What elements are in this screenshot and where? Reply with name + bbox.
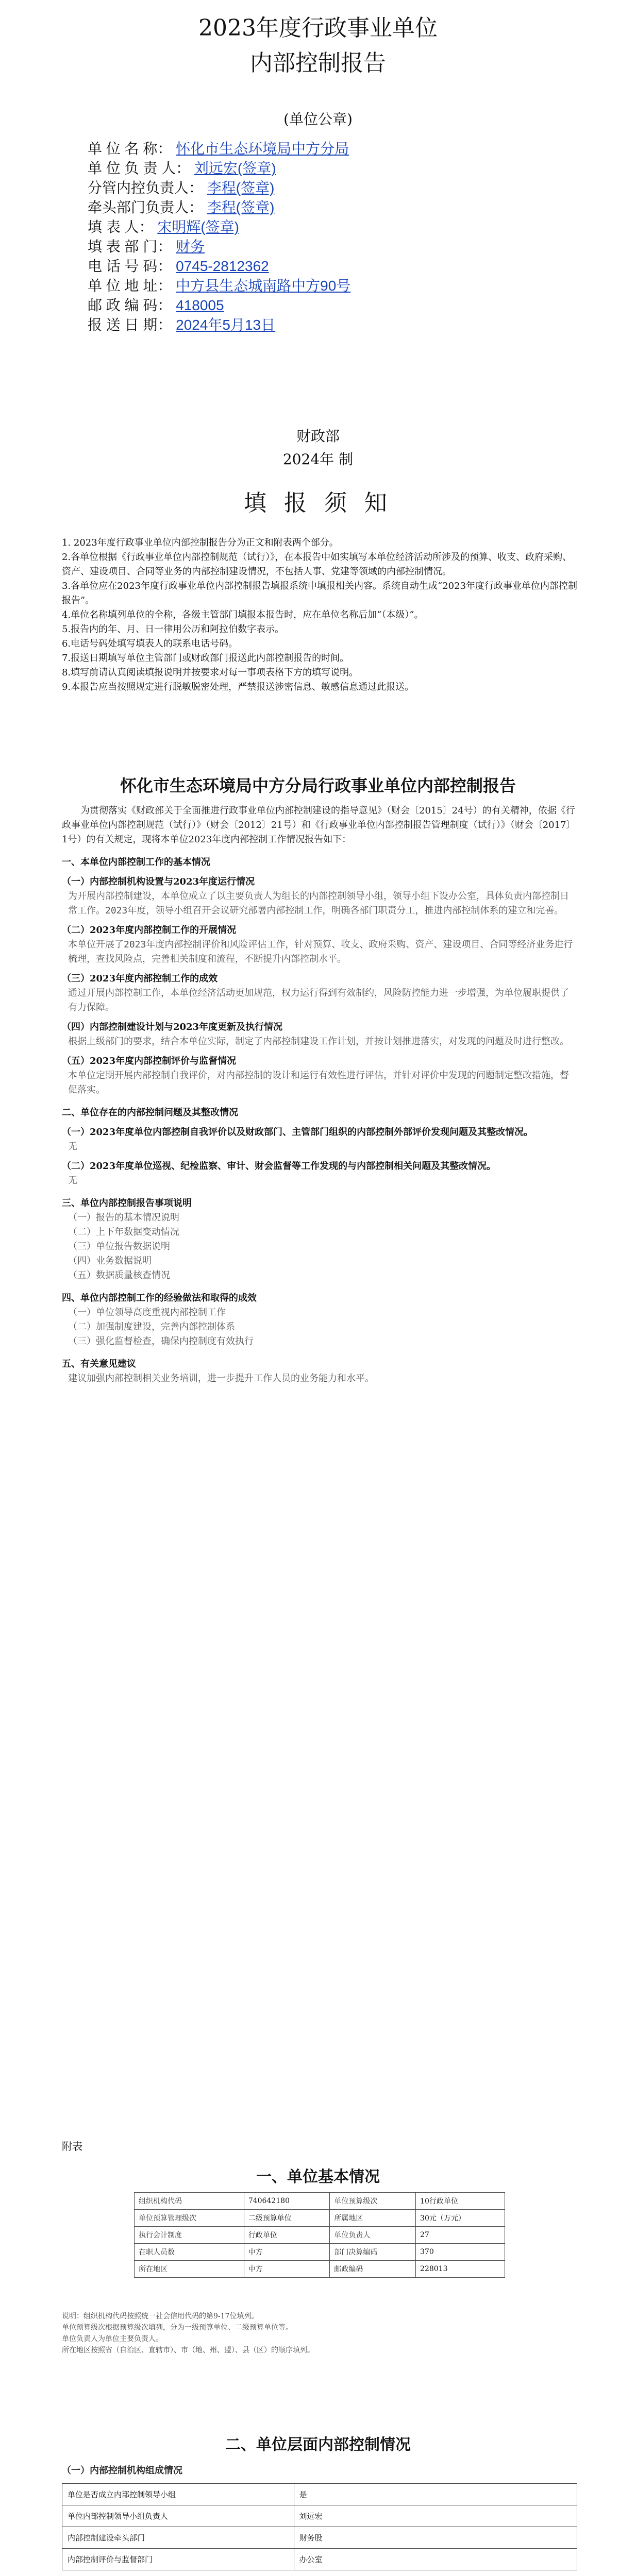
report-subheading: （四）内部控制建设计划与2023年度更新及执行情况 [62,1022,283,1032]
report-subheading: （五）2023年度内部控制评价与监督情况 [62,1056,237,1066]
report-section-heading: 三、单位内部控制报告事项说明 [62,1198,192,1209]
notice-item: 3.各单位应在2023年度行政事业单位内部控制报告填报系统中填报相关内容。系统自动生成“2023年度行政事业单位内部控制报告”。 [62,581,577,606]
table-cell: 内部控制建设牵头部门 [62,2527,294,2549]
basic-note: 单位负责人为单位主要负责人。 [62,2335,163,2343]
cover-field-label: 填 表 部 门： [88,239,172,255]
year-title: 2023年度行政事业单位 [198,15,438,41]
cover-field-label: 单 位 地 址： [88,278,172,294]
report-section-heading: 五、有关意见建议 [62,1359,136,1369]
report-subheading: （一）内部控制机构设置与2023年度运行情况 [62,876,255,887]
table-cell: 刘远宏 [294,2505,577,2527]
basic-notes [62,2311,577,2356]
report-subheading: （二）2023年度单位巡视、纪检监察、审计、财会监督等工作发现的与内部控制相关问题及其整改情况。 [62,1161,496,1172]
table-cell: 在职人员数 [135,2244,244,2261]
report-subheading: （一）2023年度单位内部控制自我评价以及财政部门、主管部门组织的内部控制外部评价发现问题及其整改情况。 [62,1127,533,1138]
table-cell: 中方 [244,2244,330,2261]
ministry-year: 2024年 制 [282,451,354,468]
table-cell: 27 [416,2227,505,2244]
cover-fields [88,139,500,335]
cover-field [88,296,500,315]
table-cell: 370 [416,2244,505,2261]
report-paragraph: 本单位开展了2023年度内部控制评价和风险评估工作，针对预算、收支、政府采购、资产、建设项目、合同等经济业务进行梳理，查找风险点，完善相关制度和流程，不断提升内部控制水平。 [68,939,573,964]
table-cell: 部门决算编码 [330,2244,416,2261]
table-cell: 办公室 [294,2549,577,2570]
table-row [135,2210,505,2227]
table-cell: 行政单位 [244,2227,330,2244]
cover-field-label: 报 送 日 期： [88,317,172,333]
basic-note: 说明：组织机构代码按照统一社会信用代码的第9-17位填列。 [62,2312,259,2320]
table-cell: 单位预算级次 [330,2193,416,2210]
appendix-label: 附表 [62,2140,82,2153]
report-paragraph: 建议加强内部控制相关业务培训，进一步提升工作人员的业务能力和水平。 [68,1373,374,1384]
table-cell: 组织机构代码 [135,2193,244,2210]
table-cell: 执行会计制度 [135,2227,244,2244]
report-intro: 为贯彻落实《财政部关于全面推进行政事业单位内部控制建设的指导意见》（财会〔2015〕24号）的有关精神，依据《行政事业单位内部控制规范（试行）》（财会〔2012〕21号）和《行政事业单位内部控制报告管理制度（试行）》（财会〔2017〕1号）的有关规定，现将本单位2023年度内部控制工作情况报告如下： [62,805,576,845]
cover-field [88,159,500,178]
cover-field-label: 填 表 人： [88,219,154,235]
cover-field-value: 2024年5月13日 [176,317,276,333]
basic-note: 单位预算级次根据预算级次填列，分为一级预算单位、二级预算单位等。 [62,2324,293,2332]
cover-field-label: 分管内控负责人： [88,180,204,196]
notice-item: 7.报送日期填写单位主管部门或财政部门报送此内部控制报告的时间。 [62,653,349,664]
report-section-heading: 二、单位存在的内部控制问题及其整改情况 [62,1107,238,1118]
report-subheading: （二）2023年度内部控制工作的开展情况 [62,925,237,936]
sub1-table [62,2483,577,2570]
cover-field-value: 刘远宏(签章) [194,160,276,176]
notice-item: 6.电话号码处填写填表人的联系电话号码。 [62,638,238,649]
notice-item: 9.本报告应当按照规定进行脱敏脱密处理，严禁报送涉密信息、敏感信息通过此报送。 [62,682,414,692]
report-subheading: （三）2023年度内部控制工作的成效 [62,973,218,984]
cover-field [88,237,500,257]
basic-info-title: 一、单位基本情况 [256,2168,380,2186]
table-cell: 单位负责人 [330,2227,416,2244]
notice-item: 4.单位名称填列单位的全称，各级主管部门填报本报告时，应在单位名称后加“（本级）”。 [62,609,424,620]
report-paragraph: 通过开展内部控制工作，本单位经济活动更加规范，权力运行得到有效制约，风险防控能力进一步增强，为单位履职提供了有力保障。 [68,988,569,1013]
cover-field [88,139,500,159]
report-paragraph: 无 [68,1175,77,1186]
table-row [62,2484,577,2505]
report-org-title: 怀化市生态环境局中方分局行政事业单位内部控制报告 [120,776,516,795]
table-row [62,2505,577,2527]
report-title: 内部控制报告 [250,50,386,76]
table-cell: 单位内部控制领导小组负责人 [62,2505,294,2527]
notice-item: 1. 2023年度行政事业单位内部控制报告分为正文和附表两个部分。 [62,537,339,548]
report-paragraph: 为开展内部控制建设，本单位成立了以主要负责人为组长的内部控制领导小组，领导小组下设办公室，具体负责内部控制日常工作。2023年度，领导小组召开会议研究部署内部控制工作，明确各部门职责分工，推进内部控制体系的建立和完善。 [68,891,569,916]
report-section-heading: 四、单位内部控制工作的经验做法和取得的成效 [62,1293,257,1303]
table-row [135,2193,505,2210]
table-cell: 邮政编码 [330,2261,416,2278]
table-cell: 单位是否成立内部控制领导小组 [62,2484,294,2505]
notice-title: 填 报 须 知 [244,490,392,516]
cover-field-label: 牵头部门负责人： [88,199,204,215]
report-section-heading: 一、本单位内部控制工作的基本情况 [62,857,210,868]
report-body [62,804,577,1386]
cover-field-value: 0745-2812362 [176,258,269,274]
table-cell: 中方 [244,2261,330,2278]
cover-field [88,315,500,335]
cover-field-value: 中方县生态城南路中方90号 [176,278,351,294]
ministry: 财政部 [296,428,340,445]
table-cell: 二级预算单位 [244,2210,330,2227]
table-cell: 内部控制评价与监督部门 [62,2549,294,2570]
table-cell: 财务股 [294,2527,577,2549]
cover-field [88,217,500,237]
table-cell: 所属地区 [330,2210,416,2227]
cover-field-value: 418005 [176,297,224,313]
basic-note: 所在地区按照省（自治区、直辖市）、市（地、州、盟）、县（区）的顺序填列。 [62,2346,314,2354]
report-paragraph: 无 [68,1141,77,1152]
cover-field-value: 李程(签章) [207,199,275,215]
notice-item: 8.填写前请认真阅读填报说明并按要求对每一事项表格下方的填写说明。 [62,667,359,678]
seal-note: (单位公章) [283,111,353,128]
report-paragraph: 根据上级部门的要求，结合本单位实际，制定了内部控制建设工作计划，并按计划推进落实，对发现的问题及时进行整改。 [68,1036,569,1047]
cover-field-value: 怀化市生态环境局中方分局 [176,141,349,157]
report-paragraph: （一）报告的基本情况说明 （二）上下年数据变动情况 （三）单位报告数据说明 （四）业务数据说明 （五）数据质量核查情况 [68,1212,179,1281]
table-cell: 10行政单位 [416,2193,505,2210]
table-row [135,2227,505,2244]
unit-control-title: 二、单位层面内部控制情况 [225,2436,411,2454]
table-row [62,2527,577,2549]
cover-field [88,257,500,276]
table-cell: 单位预算管理级次 [135,2210,244,2227]
table-cell: 228013 [416,2261,505,2278]
table-cell: 所在地区 [135,2261,244,2278]
notice-items [62,536,577,694]
table-row [62,2549,577,2570]
basic-info-table [134,2192,505,2278]
cover-field-value: 财务 [176,239,205,255]
cover-field [88,198,500,217]
notice-item: 2.各单位根据《行政事业单位内部控制规范（试行）》，在本报告中如实填写本单位经济活动所涉及的预算、收支、政府采购、资产、建设项目、合同等业务的内部控制建设情况，不包括人事、党建等领域的内部控制情况。 [62,552,572,577]
table-row [135,2244,505,2261]
table-cell: 是 [294,2484,577,2505]
report-paragraph: （一）单位领导高度重视内部控制工作 （二）加强制度建设，完善内部控制体系 （三）强化监督检查，确保内控制度有效执行 [68,1307,254,1347]
cover-field-label: 邮 政 编 码： [88,297,172,313]
report-paragraph: 本单位定期开展内部控制自我评价，对内部控制的设计和运行有效性进行评估，并针对评价中发现的问题制定整改措施，督促落实。 [68,1070,569,1095]
cover-field-label: 单 位 负 责 人： [88,160,191,176]
sub1-title: （一）内部控制机构组成情况 [62,2465,182,2476]
cover-field [88,276,500,296]
cover-field [88,178,500,198]
table-cell: 740642180 [244,2193,330,2210]
cover-field-value: 李程(签章) [207,180,275,196]
notice-item: 5.报告内的年、月、日一律用公历和阿拉伯数字表示。 [62,624,284,635]
cover-field-label: 电 话 号 码： [88,258,172,274]
table-cell: 30元（万元） [416,2210,505,2227]
cover-field-label: 单 位 名 称： [88,141,172,157]
cover-field-value: 宋明辉(签章) [157,219,239,235]
table-row [135,2261,505,2278]
